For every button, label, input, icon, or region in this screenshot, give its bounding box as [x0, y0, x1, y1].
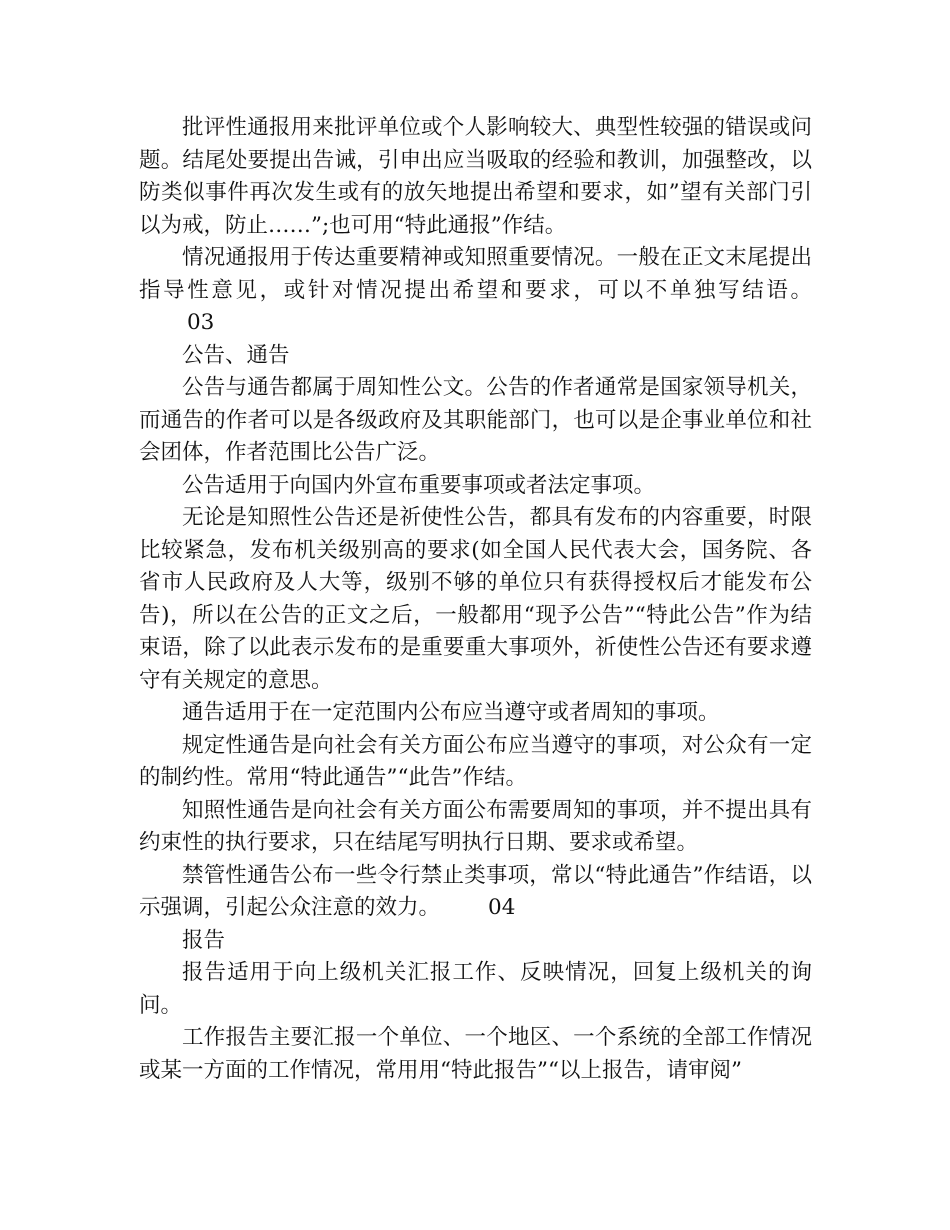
paragraph-report-scope: 报告适用于向上级机关汇报工作、反映情况，回复上级机关的询问。 [139, 960, 812, 1018]
paragraph-informative-notice: 知照性通告是向社会有关方面公布需要周知的事项，并不提出具有约束性的执行要求，只在结尾写明执行日期、要求或希望。 [139, 797, 812, 855]
paragraph-situation-notice [139, 242, 812, 340]
paragraph-text: 禁管性通告公布一些令行禁止类事项，常以“特此通告”作结语，以示强调，引起公众注意的效力。 [139, 862, 812, 920]
paragraph-announcement-types: 无论是知照性公告还是祈使性公告，都具有发布的内容重要，时限比较紧急，发布机关级别高的要求(如全国人民代表大会，国务院、各省市人民政府及人大等，级别不够的单位只有获得授权后才能发布公告)，所以在公告的正文之后，一般都用“现予公告”“特此公告”作为结束语，除了以此表示发布的是重要重大事项外，祈使性公告还有要求遵守有关规定的意思。 [139, 505, 812, 693]
paragraph-prohibitive-notice [139, 860, 812, 925]
paragraph-text: 情况通报用于传达重要精神或知照重要情况。一般在正文末尾提出指导性意见，或针对情况提出希望和要求，可以不单独写结语。 [139, 245, 812, 303]
paragraph-announcement-intro: 公告与通告都属于周知性公文。公告的作者通常是国家领导机关，而通告的作者可以是各级政府及其职能部门，也可以是企事业单位和社会团体，作者范围比公告广泛。 [139, 375, 812, 465]
section-heading-report: 报告 [182, 927, 226, 953]
section-number: 04 [488, 895, 516, 920]
paragraph-work-report: 工作报告主要汇报一个单位、一个地区、一个系统的全部工作情况或某一方面的工作情况，常用用“特此报告”“以上报告，请审阅” [139, 1025, 812, 1083]
paragraph-regulatory-notice: 规定性通告是向社会有关方面公布应当遵守的事项，对公众有一定的制约性。常用“特此通告”“此告”作结。 [139, 732, 812, 790]
section-number: 03 [187, 310, 215, 335]
paragraph-announcement-scope: 公告适用于向国内外宣布重要事项或者法定事项。 [182, 472, 656, 498]
section-heading-announcement: 公告、通告 [182, 342, 290, 368]
paragraph-notice-scope: 通告适用于在一定范围内公布应当遵守或者周知的事项。 [182, 700, 720, 725]
paragraph-critical-notice: 批评性通报用来批评单位或个人影响较大、典型性较强的错误或问题。结尾处要提出告诫，引申出应当吸取的经验和教训，加强整改，以防类似事件再次发生或有的放矢地提出希望和要求，如”望有关部门引以为戒，防止……”;也可用“特此通报”作结。 [139, 115, 812, 238]
